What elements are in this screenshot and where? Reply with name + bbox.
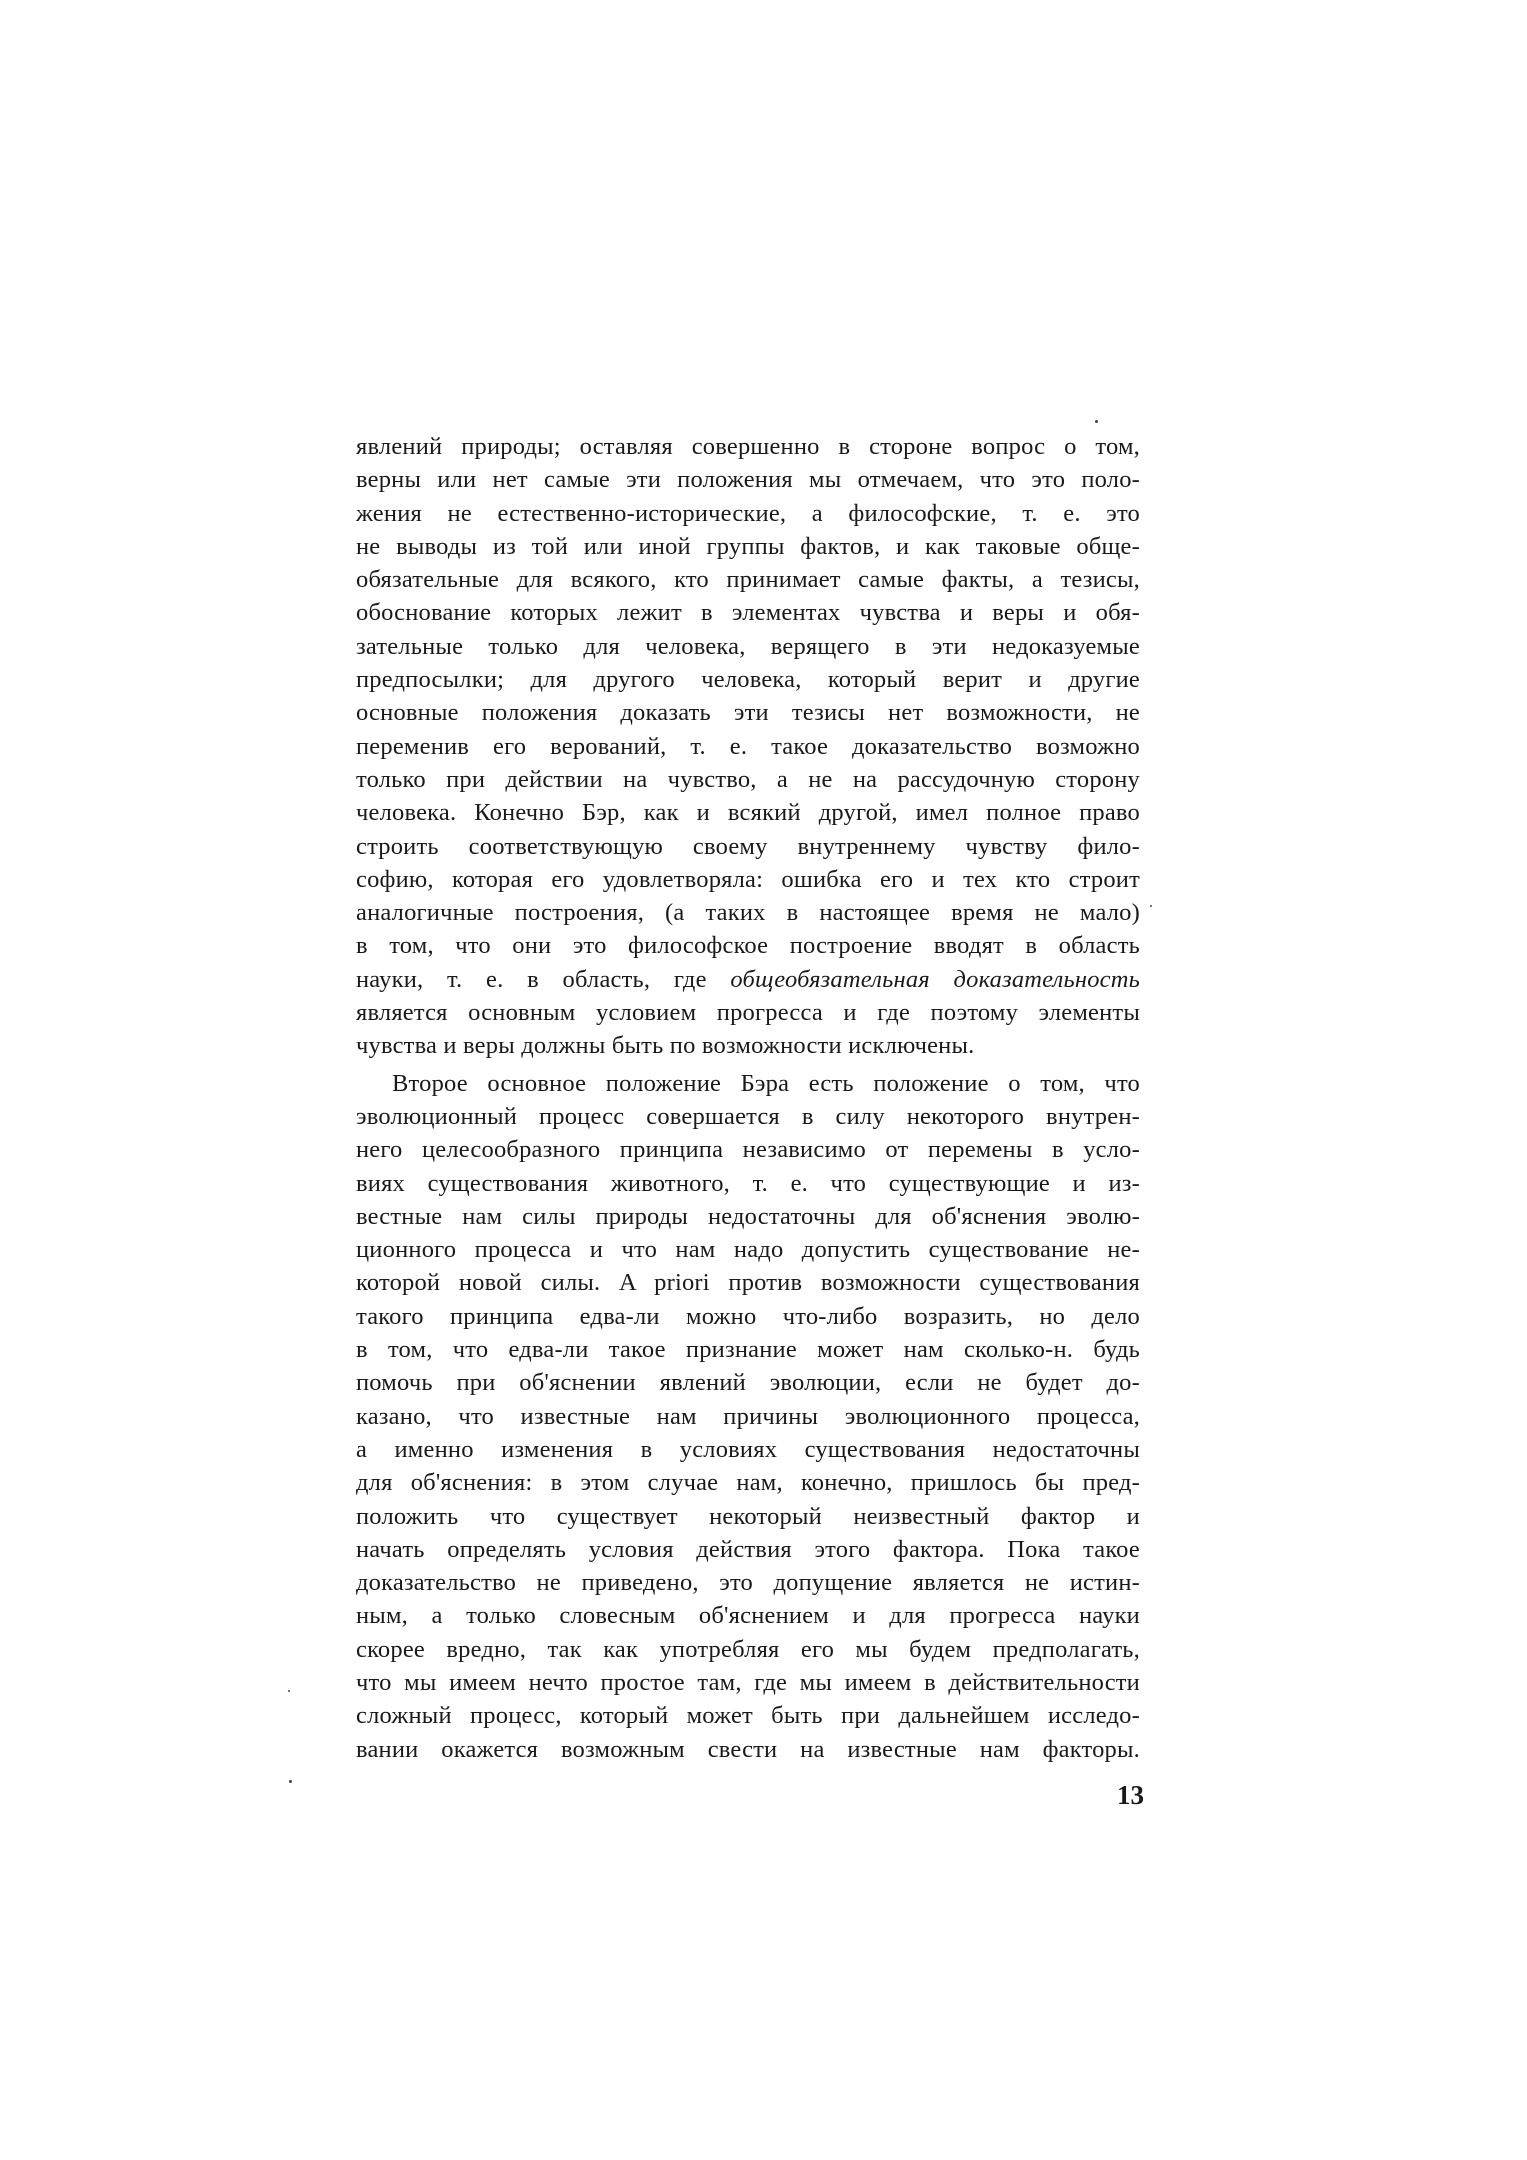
text-line: ционного процесса и что нам надо допустить существование не- <box>356 1236 1140 1264</box>
text-line: него целесообразного принципа независимо от перемены в усло- <box>356 1136 1140 1164</box>
text-line: сложный процесс, который может быть при дальнейшем исследо- <box>356 1702 1140 1730</box>
page-number: 13 <box>1117 1780 1144 1810</box>
text-line: обоснование которых лежит в элементах чувства и веры и обя- <box>356 599 1140 627</box>
text-line: вании окажется возможным свести на известные нам факторы. <box>356 1735 1140 1763</box>
text-line: казано, что известные нам причины эволюционного процесса, <box>356 1402 1140 1430</box>
text-line: жения не естественно-исторические, а философские, т. е. это <box>356 499 1140 527</box>
text-line: является основным условием прогресса и где поэтому элементы <box>356 999 1140 1027</box>
text-line: виях существования животного, т. е. что существующие и из- <box>356 1169 1140 1197</box>
text-line: строить соответствующую своему внутреннему чувству фило- <box>356 832 1140 860</box>
italic-phrase: общеобязательная доказательность <box>730 965 1140 993</box>
text-line: основные положения доказать эти тезисы нет возможности, не <box>356 699 1140 727</box>
text-line: в том, что они это философское построение вводят в область <box>356 932 1140 960</box>
text-line: эволюционный процесс совершается в силу некоторого внутрен- <box>356 1102 1140 1130</box>
text-line: положить что существует некоторый неизвестный фактор и <box>356 1502 1140 1530</box>
scan-speck <box>289 1780 292 1783</box>
text-line: для об'яснения: в этом случае нам, конечно, пришлось бы пред- <box>356 1469 1140 1497</box>
text-line: доказательство не приведено, это допущение является не истин- <box>356 1569 1140 1597</box>
text-line: которой новой силы. A priori против возможности существования <box>356 1269 1140 1297</box>
text-line: зательные только для человека, верящего в эти недоказуемые <box>356 632 1140 660</box>
paragraph-1 <box>356 430 1140 1063</box>
text-line: начать определять условия действия этого фактора. Пока такое <box>356 1535 1140 1563</box>
body-text <box>356 430 1140 1766</box>
text-line: скорее вредно, так как употребляя его мы будем предполагать, <box>356 1635 1140 1663</box>
text-line: только при действии на чувство, а не на рассудочную сторону <box>356 765 1140 793</box>
text-line: чувства и веры должны быть по возможности исключены. <box>356 1032 975 1060</box>
text-line: человека. Конечно Бэр, как и всякий другой, имел полное право <box>356 799 1140 827</box>
text-line: не выводы из той или иной группы фактов, и как таковые обще- <box>356 532 1140 560</box>
text-line: такого принципа едва-ли можно что-либо возразить, но дело <box>356 1302 1140 1330</box>
text-line: Второе основное положение Бэра есть положение о том, что <box>392 1069 1140 1097</box>
text-line: переменив его верований, т. е. такое доказательство возможно <box>356 732 1140 760</box>
scan-speck <box>1150 905 1152 907</box>
text-line: а именно изменения в условиях существования недостаточны <box>356 1435 1140 1463</box>
text-line: явлений природы; оставляя совершенно в стороне вопрос о том, <box>356 433 1140 460</box>
text-line: в том, что едва-ли такое признание может нам сколько-н. будь <box>356 1336 1140 1364</box>
text-line: предпосылки; для другого человека, который верит и другие <box>356 666 1140 694</box>
text-line: аналогичные построения, (а таких в настоящее время не мало) <box>356 899 1140 927</box>
text-line: помочь при об'яснении явлений эволюции, если не будет до- <box>356 1369 1140 1397</box>
text-line: софию, которая его удовлетворяла: ошибка его и тех кто строит <box>356 865 1140 893</box>
text-line-with-italic: науки, т. е. в облaсть, где общеобязательная доказательность <box>356 965 1140 993</box>
text-line: вестные нам силы природы недостаточны для об'яснения эволю- <box>356 1202 1140 1230</box>
text-line: верны или нет самые эти положения мы отмечаем, что это поло- <box>356 466 1140 494</box>
text-line: обязательные для всякого, кто принимает самые факты, а тезисы, <box>356 566 1140 594</box>
text-line: что мы имеем нечто простое там, где мы имеем в действительности <box>356 1668 1140 1696</box>
scan-speck <box>288 1690 290 1692</box>
scan-speck <box>1095 420 1098 423</box>
paragraph-2 <box>356 1067 1140 1766</box>
text-line: ным, а только словесным об'яснением и для прогресса науки <box>356 1602 1140 1630</box>
